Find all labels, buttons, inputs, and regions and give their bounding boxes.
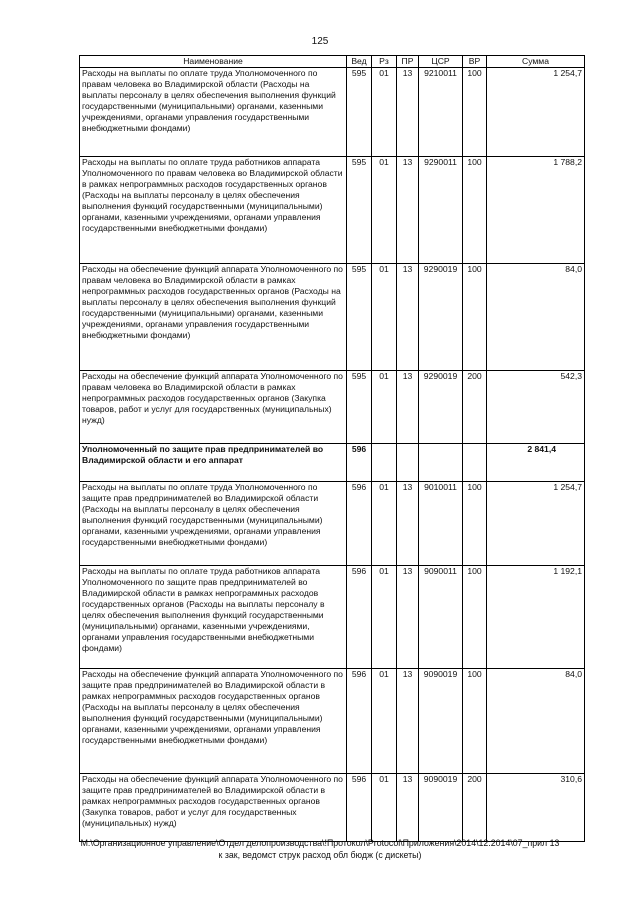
cell-csr: 9010011 <box>419 482 463 566</box>
cell-rz: 01 <box>372 774 397 842</box>
cell-rz: 01 <box>372 566 397 669</box>
cell-ved: 596 <box>347 566 372 669</box>
table-row <box>80 371 585 444</box>
cell-pr: 13 <box>397 774 419 842</box>
cell-rz: 01 <box>372 68 397 157</box>
cell-csr: 9290019 <box>419 264 463 371</box>
table-row <box>80 68 585 157</box>
cell-name: Уполномоченный по защите прав предпринимателей во Владимирской области и его аппарат <box>80 444 347 482</box>
cell-vr: 100 <box>463 264 487 371</box>
cell-sum: 2 841,4 <box>487 444 585 482</box>
cell-name: Расходы на обеспечение функций аппарата Уполномоченного по защите прав предпринимателей во Владимирской области в рамках непрограммных расходов государственных органов (Расходы на выплаты персоналу в целях обеспечения выполнения функций государственными (муниципальными) органами, казенными учреждениями, органами управления государственными внебюджетными фондами) <box>80 669 347 774</box>
cell-name: Расходы на обеспечение функций аппарата Уполномоченного по правам человека во Владимирской области в рамках непрограммных расходов государственных органов (Закупка товаров, работ и услуг для государственных (муниципальных) нужд) <box>80 371 347 444</box>
cell-name: Расходы на выплаты по оплате труда работников аппарата Уполномоченного по защите прав предпринимателей во Владимирской области в рамках непрограммных расходов государственных органов (Расходы на выплаты персоналу в целях обеспечения выполнения функций государственными (муниципальными) органами, казенными учреждениями, органами управления государственными внебюджетными фондами) <box>80 566 347 669</box>
header-ved: Вед <box>347 56 372 68</box>
table-row <box>80 157 585 264</box>
cell-pr: 13 <box>397 482 419 566</box>
file-path-footer <box>0 837 640 861</box>
page-number: 125 <box>311 36 329 47</box>
cell-sum: 1 254,7 <box>487 482 585 566</box>
header-vr: ВР <box>463 56 487 68</box>
cell-ved: 595 <box>347 264 372 371</box>
cell-vr: 100 <box>463 482 487 566</box>
cell-ved: 596 <box>347 774 372 842</box>
footer-path-line: M:\Организационное управление\Отдел делопроизводства\!Протокол\Protocol\Приложения\2014\12.2014\07_прил 13 <box>80 838 560 848</box>
cell-vr: 200 <box>463 371 487 444</box>
cell-rz: 01 <box>372 669 397 774</box>
cell-pr: 13 <box>397 264 419 371</box>
header-name: Наименование <box>80 56 347 68</box>
cell-name: Расходы на обеспечение функций аппарата Уполномоченного по правам человека во Владимирской области в рамках непрограммных расходов государственных органов (Расходы на выплаты персоналу в целях обеспечения выполнения функций государственными (муниципальными) органами, казенными учреждениями, органами управления государственными внебюджетными фондами) <box>80 264 347 371</box>
cell-ved: 596 <box>347 482 372 566</box>
cell-vr <box>463 444 487 482</box>
table-row <box>80 482 585 566</box>
cell-name: Расходы на выплаты по оплате труда Уполномоченного по правам человека во Владимирской области (Расходы на выплаты персоналу в целях обеспечения выполнения функций государственными (муниципальными) органами, казенными учреждениями, органами управления государственными внебюджетными фондами) <box>80 68 347 157</box>
table-row <box>80 264 585 371</box>
cell-ved: 596 <box>347 669 372 774</box>
cell-csr: 9090019 <box>419 774 463 842</box>
cell-sum: 84,0 <box>487 669 585 774</box>
cell-pr: 13 <box>397 371 419 444</box>
cell-rz: 01 <box>372 482 397 566</box>
cell-pr: 13 <box>397 68 419 157</box>
cell-csr: 9090019 <box>419 669 463 774</box>
cell-csr: 9290019 <box>419 371 463 444</box>
cell-rz: 01 <box>372 371 397 444</box>
cell-sum: 84,0 <box>487 264 585 371</box>
table-row <box>80 566 585 669</box>
cell-rz: 01 <box>372 157 397 264</box>
cell-sum: 1 788,2 <box>487 157 585 264</box>
cell-sum: 1 192,1 <box>487 566 585 669</box>
cell-pr: 13 <box>397 669 419 774</box>
cell-name: Расходы на выплаты по оплате труда Уполномоченного по защите прав предпринимателей во Владимирской области (Расходы на выплаты персоналу в целях обеспечения выполнения функций государственными (муниципальными) органами, казенными учреждениями, органами управления государственными внебюджетными фондами) <box>80 482 347 566</box>
cell-ved: 595 <box>347 157 372 264</box>
cell-vr: 100 <box>463 669 487 774</box>
table-row <box>80 669 585 774</box>
cell-vr: 100 <box>463 68 487 157</box>
cell-ved: 595 <box>347 68 372 157</box>
cell-rz <box>372 444 397 482</box>
cell-vr: 100 <box>463 566 487 669</box>
cell-name: Расходы на выплаты по оплате труда работников аппарата Уполномоченного по правам человека во Владимирской области в рамках непрограммных расходов государственных органов (Расходы на выплаты персоналу в целях обеспечения выполнения функций государственными (муниципальными) органами, казенными учреждениями, органами управления государственными внебюджетными фондами) <box>80 157 347 264</box>
header-csr: ЦСР <box>419 56 463 68</box>
table-row <box>80 774 585 842</box>
cell-pr: 13 <box>397 566 419 669</box>
header-sum: Сумма <box>487 56 585 68</box>
table-header-row <box>80 56 585 68</box>
budget-table <box>79 55 585 842</box>
cell-vr: 200 <box>463 774 487 842</box>
cell-name: Расходы на обеспечение функций аппарата Уполномоченного по защите прав предпринимателей во Владимирской области в рамках непрограммных расходов государственных органов (Закупка товаров, работ и услуг для государственных (муниципальных) нужд) <box>80 774 347 842</box>
cell-csr: 9210011 <box>419 68 463 157</box>
header-pr: ПР <box>397 56 419 68</box>
cell-csr: 9290011 <box>419 157 463 264</box>
cell-sum: 1 254,7 <box>487 68 585 157</box>
cell-pr: 13 <box>397 157 419 264</box>
header-rz: Рз <box>372 56 397 68</box>
footer-description-line: к зак, ведомст струк расход обл бюдж (с дискеты) <box>218 850 422 860</box>
cell-rz: 01 <box>372 264 397 371</box>
cell-ved: 596 <box>347 444 372 482</box>
cell-csr: 9090011 <box>419 566 463 669</box>
table-row <box>80 444 585 482</box>
cell-vr: 100 <box>463 157 487 264</box>
cell-sum: 310,6 <box>487 774 585 842</box>
cell-pr <box>397 444 419 482</box>
cell-ved: 595 <box>347 371 372 444</box>
cell-csr <box>419 444 463 482</box>
cell-sum: 542,3 <box>487 371 585 444</box>
